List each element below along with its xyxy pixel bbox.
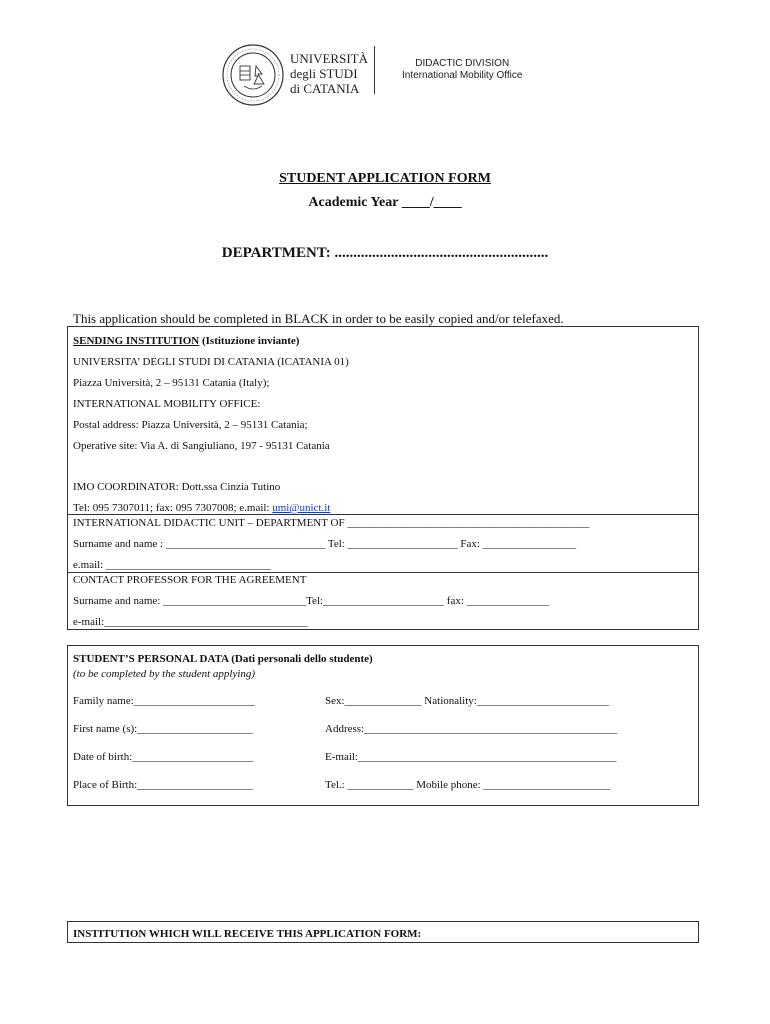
email-link[interactable]: umi@unict.it (272, 502, 331, 514)
sending-line: Piazza Università, 2 – 95131 Catania (Italy); (73, 377, 270, 389)
header-divider (374, 46, 375, 94)
academic-year-field[interactable]: Academic Year ____/____ (308, 195, 462, 210)
didactic-department-field[interactable]: INTERNATIONAL DIDACTIC UNIT – DEPARTMENT OF ____________________________________________ (73, 517, 590, 529)
sex-nationality-field[interactable]: Sex:______________ Nationality:________________________ (325, 695, 609, 707)
imo-coordinator: IMO COORDINATOR: Dott.ssa Cinzia Tutino (73, 481, 281, 493)
university-name-line: degli STUDI (290, 66, 358, 81)
division-title: DIDACTIC DIVISION (415, 58, 510, 69)
sending-heading-note: (Istituzione inviante) (199, 335, 300, 347)
university-name-line: UNIVERSITÀ (290, 51, 368, 66)
first-name-field[interactable]: First name (s):_____________________ (73, 723, 253, 735)
place-of-birth-field[interactable]: Place of Birth:_____________________ (73, 779, 253, 791)
sending-contact (73, 502, 330, 514)
contact-professor-field[interactable]: Surname and name: __________________________Tel:______________________ fax: _______________ (73, 595, 550, 607)
department-field[interactable]: DEPARTMENT: ......................................................... (221, 245, 549, 261)
sending-line: Operative site: Via A. di Sangiuliano, 197 - 95131 Catania (73, 440, 330, 452)
date-of-birth-field[interactable]: Date of birth:______________________ (73, 751, 254, 763)
sending-heading (73, 335, 299, 347)
university-name-line: di CATANIA (290, 81, 360, 96)
personal-data-heading: STUDENT’S PERSONAL DATA (Dati personali dello studente) (73, 653, 373, 665)
receiving-institution-heading: INSTITUTION WHICH WILL RECEIVE THIS APPLICATION FORM: (73, 928, 422, 940)
didactic-email-field[interactable]: e.mail: ______________________________ (73, 559, 271, 571)
form-title: STUDENT APPLICATION FORM (279, 171, 491, 186)
contact-professor-email-field[interactable]: e-mail:_____________________________________ (73, 616, 308, 628)
phone-field[interactable]: Tel.: ____________ Mobile phone: _______________________ (325, 779, 610, 791)
sending-contact-text: Tel: 095 7307011; fax: 095 7307008; e.mail: (73, 502, 273, 514)
didactic-contact-field[interactable]: Surname and name : _____________________________ Tel: ____________________ Fax: _________________ (73, 538, 577, 550)
university-name (290, 51, 368, 96)
personal-data-subheading: (to be completed by the student applying) (73, 668, 256, 680)
sending-line: INTERNATIONAL MOBILITY OFFICE: (73, 398, 261, 410)
contact-professor-heading: CONTACT PROFESSOR FOR THE AGREEMENT (73, 574, 307, 586)
sending-heading-title: SENDING INSTITUTION (73, 335, 200, 347)
sending-line: UNIVERSITA’ DEGLI STUDI DI CATANIA (ICATANIA 01) (73, 356, 349, 368)
instructions-text: This application should be completed in BLACK in order to be easily copied and/or telefaxed. (73, 311, 564, 326)
division-subtitle: International Mobility Office (402, 70, 523, 81)
sending-line: Postal address: Piazza Università, 2 – 95131 Catania; (73, 419, 308, 431)
university-seal-icon (222, 44, 284, 106)
division-block (402, 58, 522, 82)
family-name-field[interactable]: Family name:______________________ (73, 695, 255, 707)
address-field[interactable]: Address:______________________________________________ (325, 723, 618, 735)
email-field[interactable]: E-mail:_______________________________________________ (325, 751, 617, 763)
